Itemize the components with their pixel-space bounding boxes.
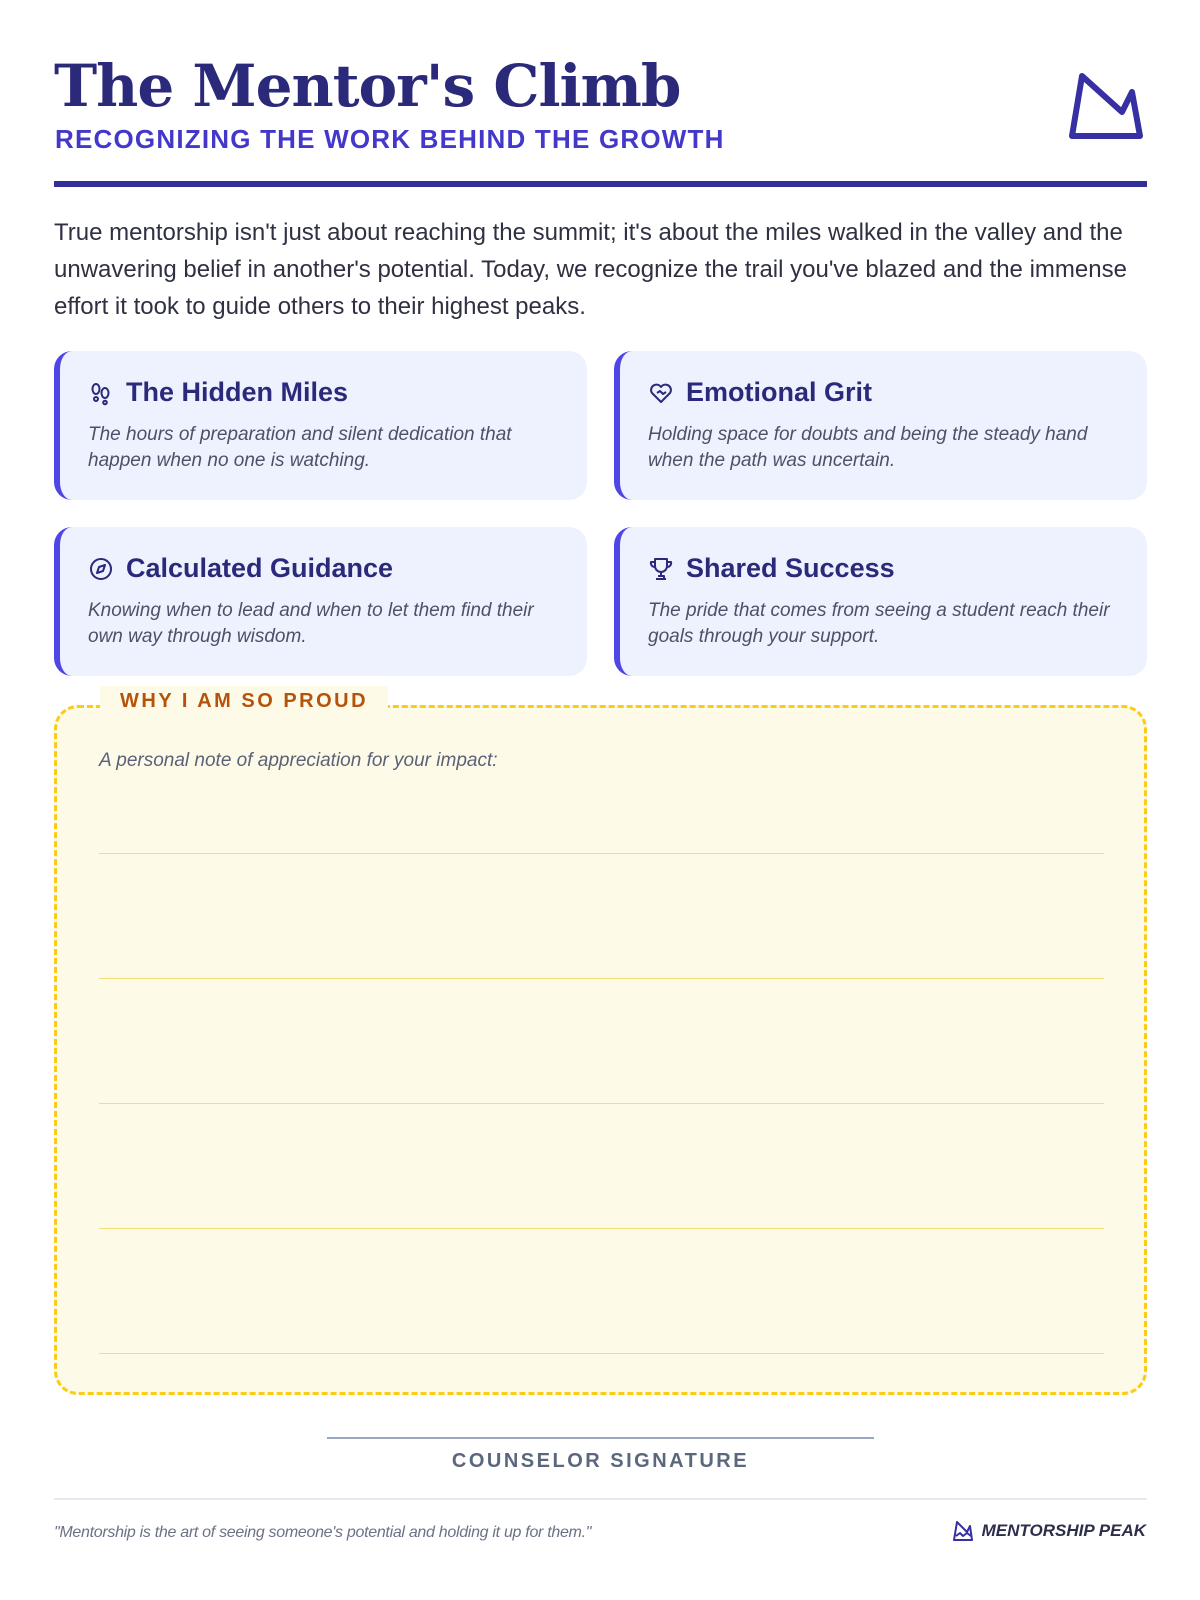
footprints-icon [88,380,114,406]
mountain-icon [1068,70,1144,142]
footer-divider [54,1498,1147,1500]
footer-quote: "Mentorship is the art of seeing someone's potential and holding it up for them." [54,1524,592,1541]
card-title: Calculated Guidance [126,553,394,583]
signature-line[interactable] [327,1437,874,1439]
card-emotional-grit [614,351,1147,500]
card-calculated-guidance [54,527,587,676]
card-title: Shared Success [686,553,895,583]
page-title: The Mentor's Climb [54,52,681,120]
heart-handshake-icon [648,380,674,406]
card-shared-success [614,527,1147,676]
writing-line [99,1228,1104,1229]
writing-line [99,853,1104,854]
card-hidden-miles [54,351,587,500]
appreciation-note-box[interactable] [54,690,1147,1395]
trophy-icon [648,556,674,582]
card-text: Knowing when to lead and when to let them find their own way through wisdom. [88,600,534,647]
mountain-icon [952,1520,974,1542]
header-divider [54,181,1147,187]
writing-line [99,1353,1104,1354]
intro-paragraph: True mentorship isn't just about reaching the summit; it's about the miles walked in the valley and the unwavering belief in another's potential. Today, we recognize the trail you've blazed and the immense effort it took to guide others to their highest peaks. [54,219,1127,320]
compass-icon [88,556,114,582]
card-title: Emotional Grit [686,377,873,407]
brand-name: MENTORSHIP PEAK [981,1521,1146,1540]
page-subtitle: RECOGNIZING THE WORK BEHIND THE GROWTH [55,124,725,154]
card-title: The Hidden Miles [126,377,349,407]
note-prompt: A personal note of appreciation for your impact: [99,750,498,771]
card-text: The hours of preparation and silent dedication that happen when no one is watching. [88,424,512,471]
footer-brand [952,1520,1146,1542]
card-text: The pride that comes from seeing a student reach their goals through your support. [648,600,1110,647]
note-label: WHY I AM SO PROUD [100,686,388,717]
signature-label: COUNSELOR SIGNATURE [451,1450,750,1472]
card-text: Holding space for doubts and being the steady hand when the path was uncertain. [648,424,1088,471]
writing-line [99,978,1104,979]
writing-line [99,1103,1104,1104]
